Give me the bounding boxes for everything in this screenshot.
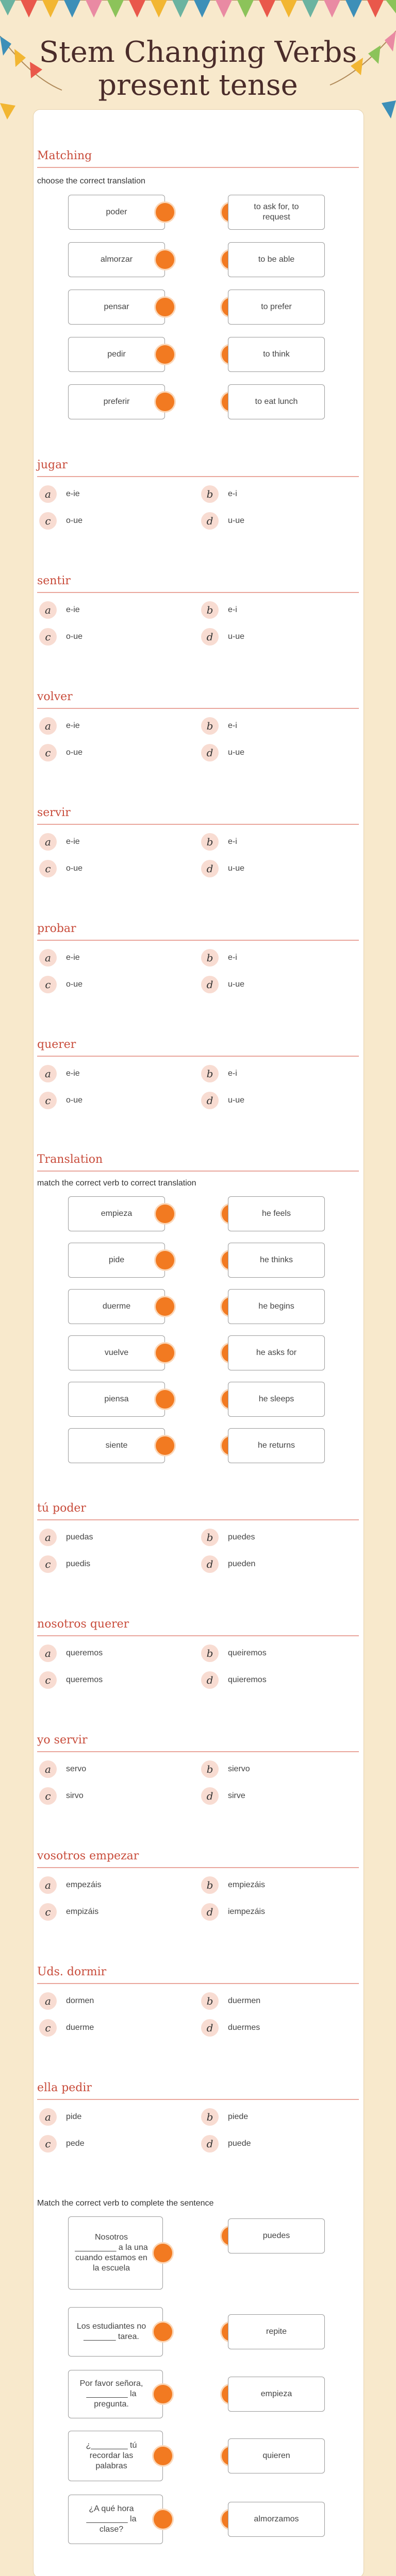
option-letter-badge: c: [39, 1671, 57, 1689]
option-letter-badge: b: [201, 601, 219, 619]
section-rule: [37, 476, 359, 477]
option-label: e-ie: [66, 489, 80, 498]
answer-option[interactable]: [39, 1671, 103, 1689]
option-label: e-i: [228, 837, 237, 846]
translation-left-item: empieza: [68, 1196, 165, 1231]
answer-option[interactable]: [201, 1555, 255, 1573]
answer-option[interactable]: [39, 1529, 93, 1546]
option-letter-badge: a: [39, 1760, 57, 1778]
option-label: puedas: [66, 1533, 93, 1541]
option-label: o-ue: [66, 1096, 83, 1105]
section-rule: [37, 1171, 359, 1172]
option-letter-badge: c: [39, 976, 57, 993]
answer-option[interactable]: [39, 1555, 90, 1573]
answer-option[interactable]: [39, 485, 80, 503]
option-label: puedis: [66, 1560, 91, 1568]
answer-option[interactable]: [201, 1645, 267, 1662]
option-letter-badge: a: [39, 485, 57, 503]
answer-option[interactable]: [39, 1876, 101, 1894]
answer-option[interactable]: [201, 2108, 248, 2126]
option-letter-badge: b: [201, 1760, 219, 1778]
question-title: volver: [37, 690, 73, 703]
answer-option[interactable]: [201, 976, 244, 993]
option-label: e-ie: [66, 721, 80, 730]
section-rule: [37, 167, 359, 168]
answer-option[interactable]: [39, 512, 82, 530]
option-label: puedes: [228, 1533, 255, 1541]
answer-option[interactable]: [201, 860, 244, 877]
option-label: iempezáis: [228, 1907, 266, 1916]
translation-right-item: he begins: [228, 1289, 325, 1324]
option-letter-badge: d: [201, 1787, 219, 1805]
answer-option[interactable]: [201, 512, 244, 530]
option-label: duerme: [66, 2023, 94, 2032]
option-label: sirvo: [66, 1791, 84, 1800]
translation-left-connector[interactable]: [156, 1205, 174, 1223]
option-label: e-i: [228, 605, 237, 614]
option-label: queremos: [66, 1675, 103, 1684]
translation-left-connector[interactable]: [156, 1344, 174, 1362]
question-title: querer: [37, 1038, 76, 1051]
option-label: u-ue: [228, 748, 245, 757]
answer-option[interactable]: [39, 1787, 84, 1805]
translation-left-item: piensa: [68, 1382, 165, 1417]
sentence-left-connector[interactable]: [154, 2510, 172, 2529]
option-letter-badge: d: [201, 512, 219, 530]
answer-option[interactable]: [39, 628, 82, 646]
option-letter-badge: c: [39, 2135, 57, 2153]
option-letter-badge: b: [201, 1529, 219, 1546]
option-letter-badge: b: [201, 949, 219, 967]
sentence-left-connector[interactable]: [154, 2323, 172, 2341]
answer-option[interactable]: [201, 2019, 260, 2037]
option-label: o-ue: [66, 516, 83, 525]
answer-option[interactable]: [201, 628, 244, 646]
option-letter-badge: c: [39, 2019, 57, 2037]
option-label: empiezáis: [228, 1880, 266, 1889]
answer-option[interactable]: [201, 744, 244, 761]
question-title: Uds. dormir: [37, 1965, 107, 1978]
matching1-left-item: almorzar: [68, 242, 165, 277]
translation-left-connector[interactable]: [156, 1436, 174, 1455]
option-letter-badge: a: [39, 1065, 57, 1082]
answer-option[interactable]: [201, 1876, 265, 1894]
option-letter-badge: a: [39, 717, 57, 735]
option-label: e-i: [228, 953, 237, 962]
option-label: e-ie: [66, 837, 80, 846]
sentence-left-connector[interactable]: [154, 2447, 172, 2465]
answer-option[interactable]: [201, 1903, 265, 1921]
option-label: servo: [66, 1765, 87, 1773]
section-rule: [37, 1867, 359, 1868]
option-letter-badge: b: [201, 833, 219, 851]
option-letter-badge: c: [39, 1903, 57, 1921]
option-letter-badge: a: [39, 1876, 57, 1894]
sentence-left-item: ¿A qué hora _________ la clase?: [68, 2495, 163, 2544]
option-letter-badge: d: [201, 2019, 219, 2037]
option-label: e-ie: [66, 605, 80, 614]
matching1-right-item: to eat lunch: [228, 384, 325, 419]
answer-option[interactable]: [201, 1529, 255, 1546]
answer-option[interactable]: [39, 860, 82, 877]
translation-left-item: siente: [68, 1428, 165, 1463]
answer-option[interactable]: [39, 1903, 98, 1921]
translation-right-item: he thinks: [228, 1243, 325, 1278]
question-title: jugar: [37, 459, 68, 471]
option-label: sirve: [228, 1791, 245, 1800]
section-rule: [37, 592, 359, 593]
answer-option[interactable]: [39, 1645, 103, 1662]
section-rule: [37, 2099, 359, 2100]
option-label: e-ie: [66, 1069, 80, 1078]
option-label: pede: [66, 2139, 85, 2148]
section-rule: [37, 1056, 359, 1057]
answer-option[interactable]: [39, 1992, 94, 2010]
section-rule: [37, 1751, 359, 1752]
option-letter-badge: d: [201, 860, 219, 877]
option-label: puede: [228, 2139, 251, 2148]
option-label: pueden: [228, 1560, 256, 1568]
answer-option[interactable]: [201, 1671, 267, 1689]
question-title: tú poder: [37, 1502, 86, 1515]
option-letter-badge: c: [39, 628, 57, 646]
option-letter-badge: c: [39, 744, 57, 761]
option-letter-badge: d: [201, 1671, 219, 1689]
section-rule: [37, 1983, 359, 1984]
option-label: empezáis: [66, 1880, 102, 1889]
answer-option[interactable]: [201, 717, 237, 735]
translation-instruction: match the correct verb to correct translation: [37, 1179, 196, 1188]
option-label: duermen: [228, 1996, 261, 2005]
matching1-right-item: to be able: [228, 242, 325, 277]
option-letter-badge: a: [39, 949, 57, 967]
answer-option[interactable]: [201, 485, 237, 503]
translation-right-item: he feels: [228, 1196, 325, 1231]
option-letter-badge: d: [201, 744, 219, 761]
option-letter-badge: b: [201, 1645, 219, 1662]
translation-left-connector[interactable]: [156, 1297, 174, 1316]
translation-left-item: vuelve: [68, 1335, 165, 1370]
translation-left-connector[interactable]: [156, 1390, 174, 1409]
matching-title: Matching: [37, 149, 92, 162]
question-title: ella pedir: [37, 2081, 92, 2094]
matching1-left-connector[interactable]: [156, 250, 174, 269]
translation-left-connector[interactable]: [156, 1251, 174, 1269]
sentence-left-connector[interactable]: [154, 2385, 172, 2403]
matching1-left-connector[interactable]: [156, 345, 174, 364]
matching1-left-item: pensar: [68, 290, 165, 325]
sentence-right-item: repite: [228, 2314, 325, 2349]
section-rule: [37, 824, 359, 825]
option-label: siervo: [228, 1765, 250, 1773]
sentence-left-item: Por favor señora, _________ la pregunta.: [68, 2370, 163, 2418]
answer-option[interactable]: [201, 1092, 244, 1109]
option-letter-badge: d: [201, 1092, 219, 1109]
answer-option[interactable]: [201, 1065, 237, 1082]
matching1-left-item: preferir: [68, 384, 165, 419]
answer-option[interactable]: [39, 833, 80, 851]
option-letter-badge: d: [201, 976, 219, 993]
translation-left-item: pide: [68, 1243, 165, 1278]
option-letter-badge: b: [201, 717, 219, 735]
option-letter-badge: c: [39, 1092, 57, 1109]
sentence-left-item: Los estudiantes no _______ tarea.: [68, 2307, 163, 2357]
answer-option[interactable]: [39, 2135, 85, 2153]
option-label: e-i: [228, 721, 237, 730]
page-title: Stem Changing Verbs present tense: [39, 36, 357, 102]
option-letter-badge: c: [39, 512, 57, 530]
option-letter-badge: d: [201, 1555, 219, 1573]
matching1-left-connector[interactable]: [156, 393, 174, 411]
question-title: nosotros querer: [37, 1618, 129, 1631]
option-letter-badge: b: [201, 1992, 219, 2010]
sentence-right-item: empieza: [228, 2377, 325, 2412]
matching1-left-item: poder: [68, 195, 165, 230]
matching1-left-connector[interactable]: [156, 203, 174, 222]
option-label: u-ue: [228, 864, 245, 873]
option-letter-badge: a: [39, 1992, 57, 2010]
sentence-instruction: Match the correct verb to complete the sentence: [37, 2199, 214, 2208]
option-label: quieremos: [228, 1675, 267, 1684]
option-letter-badge: b: [201, 1876, 219, 1894]
option-label: o-ue: [66, 632, 83, 641]
option-label: u-ue: [228, 632, 245, 641]
question-title: vosotros empezar: [37, 1850, 139, 1862]
matching1-right-item: to think: [228, 337, 325, 372]
translation-title: Translation: [37, 1153, 103, 1166]
option-letter-badge: b: [201, 1065, 219, 1082]
section-rule: [37, 1635, 359, 1636]
option-label: o-ue: [66, 980, 83, 989]
option-label: e-i: [228, 1069, 237, 1078]
answer-option[interactable]: [39, 744, 82, 761]
option-label: queiremos: [228, 1649, 267, 1657]
option-letter-badge: c: [39, 1555, 57, 1573]
sentence-right-item: almorzamos: [228, 2502, 325, 2537]
option-letter-badge: d: [201, 628, 219, 646]
translation-left-item: duerme: [68, 1289, 165, 1324]
answer-option[interactable]: [201, 949, 237, 967]
translation-right-item: he returns: [228, 1428, 325, 1463]
option-letter-badge: d: [201, 2135, 219, 2153]
answer-option[interactable]: [201, 1992, 260, 2010]
answer-option[interactable]: [201, 833, 237, 851]
option-label: dormen: [66, 1996, 94, 2005]
sentence-left-connector[interactable]: [154, 2244, 172, 2262]
option-letter-badge: b: [201, 2108, 219, 2126]
sentence-right-item: puedes: [228, 2218, 325, 2253]
section-rule: [37, 940, 359, 941]
option-label: e-i: [228, 489, 237, 498]
answer-option[interactable]: [39, 717, 80, 735]
option-label: u-ue: [228, 980, 245, 989]
option-label: u-ue: [228, 516, 245, 525]
sentence-left-item: ¿________ tú recordar las palabras: [68, 2431, 163, 2481]
translation-right-item: he sleeps: [228, 1382, 325, 1417]
sentence-left-item: Nosotros _________ a la una cuando estamos en la escuela: [68, 2216, 163, 2290]
bunting-top: [0, 0, 396, 18]
answer-option[interactable]: [39, 949, 80, 967]
option-label: u-ue: [228, 1096, 245, 1105]
option-letter-badge: c: [39, 860, 57, 877]
option-letter-badge: c: [39, 1787, 57, 1805]
option-label: e-ie: [66, 953, 80, 962]
answer-option[interactable]: [39, 976, 82, 993]
answer-option[interactable]: [39, 1092, 82, 1109]
translation-right-item: he asks for: [228, 1335, 325, 1370]
option-letter-badge: b: [201, 485, 219, 503]
answer-option[interactable]: [39, 1760, 86, 1778]
option-letter-badge: a: [39, 2108, 57, 2126]
answer-option[interactable]: [39, 1065, 80, 1082]
sentence-right-item: quieren: [228, 2438, 325, 2473]
option-label: o-ue: [66, 748, 83, 757]
matching-instruction: choose the correct translation: [37, 177, 145, 185]
matching1-right-item: to ask for, to request: [228, 195, 325, 230]
question-title: probar: [37, 922, 76, 935]
answer-option[interactable]: [39, 2108, 81, 2126]
option-label: duermes: [228, 2023, 260, 2032]
section-rule: [37, 1519, 359, 1520]
answer-option[interactable]: [201, 1787, 245, 1805]
question-title: servir: [37, 806, 71, 819]
option-letter-badge: a: [39, 833, 57, 851]
option-letter-badge: a: [39, 601, 57, 619]
matching1-left-connector[interactable]: [156, 298, 174, 316]
option-label: o-ue: [66, 864, 83, 873]
option-letter-badge: d: [201, 1903, 219, 1921]
answer-option[interactable]: [201, 2135, 251, 2153]
section-rule: [37, 708, 359, 709]
option-label: empizáis: [66, 1907, 99, 1916]
answer-option[interactable]: [39, 2019, 94, 2037]
option-letter-badge: a: [39, 1529, 57, 1546]
answer-option[interactable]: [39, 601, 80, 619]
question-title: sentir: [37, 574, 71, 587]
option-label: queremos: [66, 1649, 103, 1657]
matching1-right-item: to prefer: [228, 290, 325, 325]
matching1-left-item: pedir: [68, 337, 165, 372]
answer-option[interactable]: [201, 601, 237, 619]
option-letter-badge: a: [39, 1645, 57, 1662]
option-label: pide: [66, 2112, 82, 2121]
option-label: piede: [228, 2112, 249, 2121]
question-title: yo servir: [37, 1734, 88, 1747]
answer-option[interactable]: [201, 1760, 250, 1778]
